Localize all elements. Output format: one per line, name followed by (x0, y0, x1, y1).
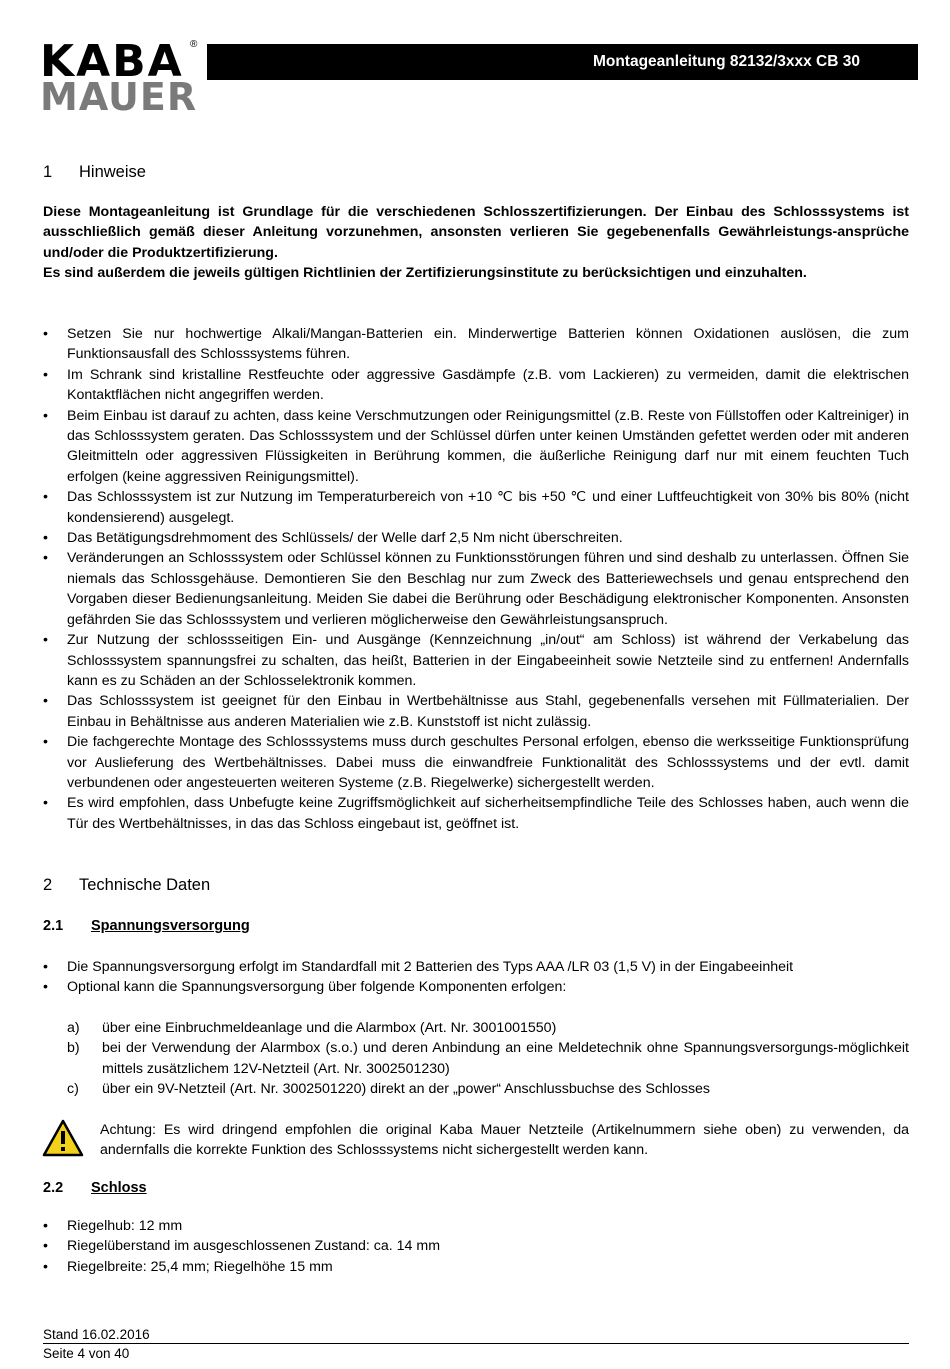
power-options-list (67, 1018, 909, 1100)
list-item (67, 1079, 909, 1099)
footer-date: Stand 16.02.2016 (43, 1327, 150, 1342)
subsection-2-1-heading (43, 917, 250, 935)
subsection-number: 2.2 (43, 1180, 64, 1196)
section-number: 1 (43, 163, 53, 181)
list-item: • Riegelhub: 12 mm (43, 1216, 909, 1236)
lock-specs-list (43, 1216, 909, 1277)
list-item (67, 1038, 909, 1079)
list-item: • Das Schlosssystem ist zur Nutzung im Temperaturbereich von +10 ℃ bis +50 ℃ und einer Luftfeuchtigkeit von 30% bis 80% (nicht kondensierend) ausgelegt. (43, 487, 909, 528)
power-supply-list (43, 957, 909, 998)
section-number: 2 (43, 876, 53, 894)
list-item: • Die fachgerechte Montage des Schlosssystems muss durch geschultes Personal erfolgen, ebenso die werksseitige Funktionsprüfung vor Auslieferung des Wertbehältnisses. Dabei muss die einwandfreie Funktionalität des Schlosssystems und der evtl. damit verbundenen oder angesteuerten weiteren Systeme (z.B. Riegelwerke) sichergestellt werden. (43, 732, 909, 793)
logo-kaba-text: KABA (40, 36, 184, 87)
list-item: • Setzen Sie nur hochwertige Alkali/Mangan-Batterien ein. Minderwertige Batterien können Oxidationen auslösen, die zum Funktionsausfall des Schlosssystems führen. (43, 324, 909, 365)
warning-note: Achtung: Es wird dringend empfohlen die original Kaba Mauer Netzteile (Artikelnummern siehe oben) zu verwenden, da andernfalls die korrekte Funktion des Schlosssystems nicht sichergestellt werden kann. (100, 1122, 909, 1159)
logo-registered-mark: ® (190, 39, 198, 50)
list-item: • Es wird empfohlen, dass Unbefugte keine Zugriffsmöglichkeit auf sicherheitsempfindliche Teile des Schlosses haben, auch wenn die Tür des Wertbehältnisses, in das das Schloss eingebaut ist, geöffnet ist. (43, 793, 909, 834)
list-item: • Riegelbreite: 25,4 mm; Riegelhöhe 15 mm (43, 1257, 909, 1277)
section-2-heading (43, 875, 210, 895)
list-marker: b) (67, 1040, 80, 1057)
list-item-text: über ein 9V-Netzteil (Art. Nr. 3002501220) direkt an der „power“ Anschlussbuchse des Schlosses (102, 1081, 711, 1098)
list-item: • Die Spannungsversorgung erfolgt im Standardfall mit 2 Batterien des Typs AAA /LR 03 (1,5 V) in der Eingabeeinheit (43, 957, 909, 977)
list-item: • Das Betätigungsdrehmoment des Schlüssels/ der Welle darf 2,5 Nm nicht überschreiten. (43, 528, 909, 548)
list-item (67, 1018, 909, 1038)
section-title: Technische Daten (79, 876, 211, 894)
list-marker: c) (67, 1081, 79, 1098)
intro-paragraph: Diese Montageanleitung ist Grundlage für die verschiedenen Schlosszertifizierungen. Der Einbau des Schlosssystems ist ausschließlich gemäß dieser Anleitung vorzunehmen, ansonsten verlieren Sie gegebenenfalls Gewährleistungs-ansprüche und/oder die Produktzertifizierung. (43, 204, 909, 261)
intro-notice (43, 202, 909, 284)
warning-triangle-icon (42, 1119, 84, 1157)
list-item: • Veränderungen an Schlosssystem oder Schlüssel können zu Funktionsstörungen führen und sind deshalb zu unterlassen. Öffnen Sie niemals das Schlossgehäuse. Demontieren Sie den Beschlag nur zum Zweck des Batteriewechsels und genau entsprechend den Vorgaben dieser Bedienungsanleitung. Meiden Sie dabei die Berührung oder Beschädigung elektronischer Komponenten. Ansonsten gefährden Sie das Schlosssystem und verlieren möglicherweise den Gewährleistungsanspruch. (43, 548, 909, 630)
subsection-title: Schloss (91, 1180, 147, 1196)
hints-list (43, 324, 909, 834)
list-item: • Zur Nutzung der schlossseitigen Ein- und Ausgänge (Kennzeichnung „in/out“ am Schloss) ist während der Verkabelung das Schlosssystem spannungsfrei zu schalten, das heißt, Batterien in der Eingabeeinheit sowie Netzteile sind zu entfernen! Andernfalls kann es zu Schäden an der Schlosselektronik kommen. (43, 630, 909, 691)
list-item-text: bei der Verwendung der Alarmbox (s.o.) und deren Anbindung an eine Meldetechnik ohne Spannungsversorgungs-möglichkeit mittels zusätzlichem 12V-Netzteil (Art. Nr. 3002501230) (102, 1040, 909, 1077)
list-item: • Beim Einbau ist darauf zu achten, dass keine Verschmutzungen oder Reinigungsmittel (z.B. Reste von Füllstoffen oder Kaltreiniger) in das Schlosssystem geraten. Das Schlosssystem und der Schlüssel dürfen unter keinen Umständen gefettet werden oder mit anderen Gleitmitteln oder aggressiven Flüssigkeiten in Berührung kommen, die äußerliche Reinigung darf nur mit einem feuchten Tuch erfolgen (keine aggressiven Reinigungsmittel). (43, 406, 909, 488)
intro-paragraph: Es sind außerdem die jeweils gültigen Richtlinien der Zertifizierungsinstitute zu berücksichtigen und einzuhalten. (43, 265, 807, 282)
list-item: • Im Schrank sind kristalline Restfeuchte oder aggressive Gasdämpfe (z.B. vom Lackieren) zu vermeiden, damit die elektrischen Kontaktflächen nicht angegriffen werden. (43, 365, 909, 406)
section-title: Hinweise (79, 163, 146, 181)
list-item: • Das Schlosssystem ist geeignet für den Einbau in Wertbehältnisse aus Stahl, gegebenenfalls versehen mit Füllmaterialien. Der Einbau in Behältnisse aus anderen Materialien wie z.B. Kunststoff ist nicht zulässig. (43, 691, 909, 732)
footer-divider (43, 1343, 909, 1344)
list-item: • Optional kann die Spannungsversorgung über folgende Komponenten erfolgen: (43, 977, 909, 997)
subsection-title: Spannungsversorgung (91, 918, 250, 934)
logo-mauer-text: MAUER (40, 75, 198, 119)
footer-page-number: Seite 4 von 40 (43, 1346, 130, 1361)
document-title: Montageanleitung 82132/3xxx CB 30 (592, 53, 860, 70)
kaba-mauer-logo (40, 36, 205, 119)
header-bar (207, 44, 918, 80)
subsection-2-2-heading (43, 1179, 147, 1197)
list-item: • Riegelüberstand im ausgeschlossenen Zustand: ca. 14 mm (43, 1236, 909, 1256)
subsection-number: 2.1 (43, 918, 64, 934)
section-1-heading (43, 162, 146, 182)
list-marker: a) (67, 1020, 80, 1036)
list-item-text: über eine Einbruchmeldeanlage und die Alarmbox (Art. Nr. 3001001550) (102, 1020, 557, 1036)
